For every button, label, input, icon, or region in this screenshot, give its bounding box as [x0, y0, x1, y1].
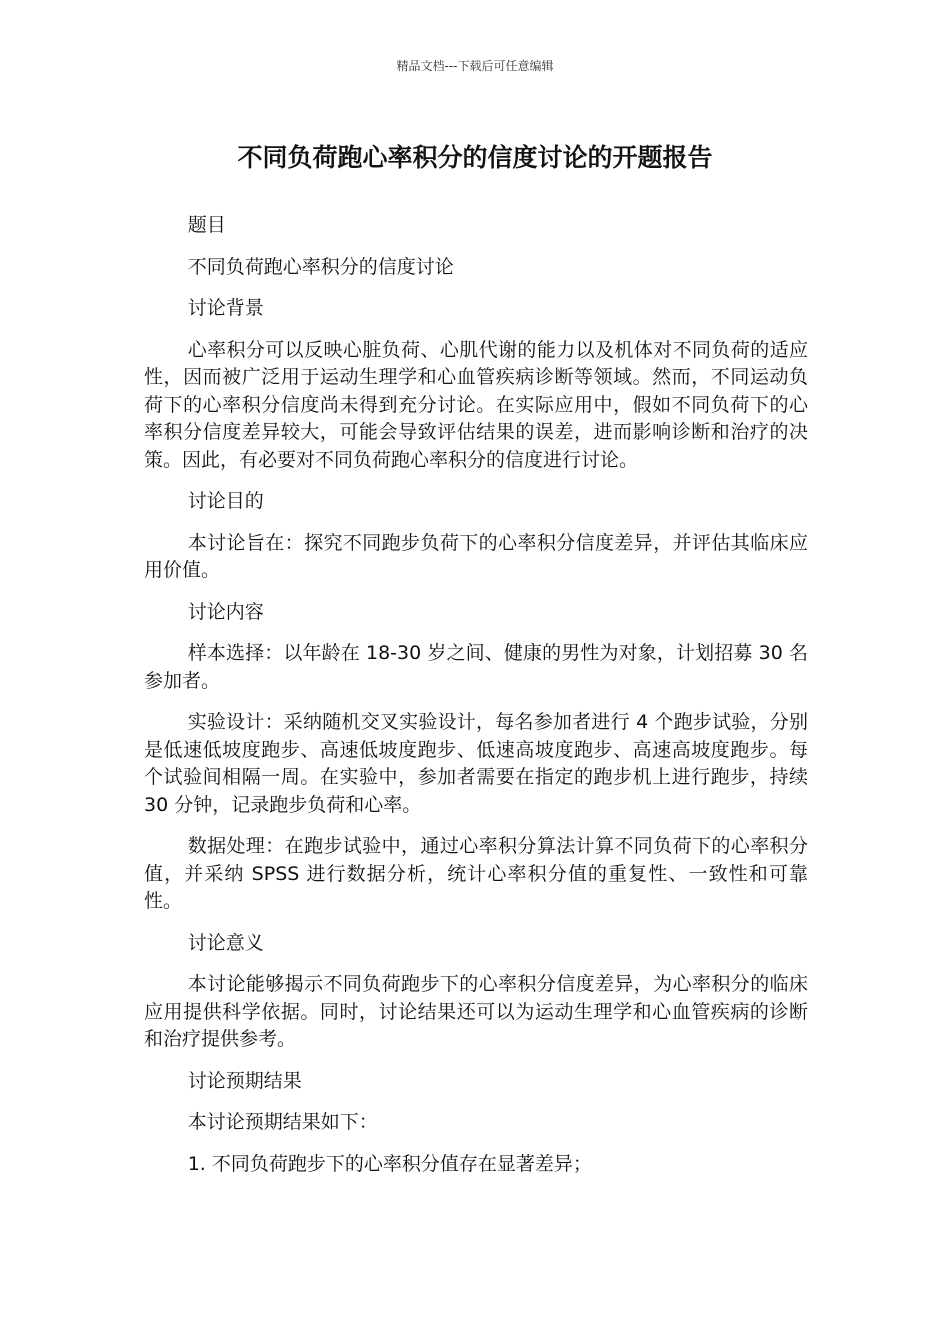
heading-content: 讨论内容 — [187, 600, 264, 623]
expected-results-intro: 本讨论预期结果如下： — [187, 1111, 378, 1133]
heading-purpose: 讨论目的 — [187, 490, 264, 512]
background-paragraph: 心率积分可以反映心脏负荷、心肌代谢的能力以及机体对不同负荷的适应性，因而被广泛用于运动生理学和心血管疾病诊断等领域。然而，不同运动负荷下的心率积分信度尚未得到充分讨论。在实际应用中，假如不同负荷下的心率积分信度差异较大，可能会导致评估结果的误差，进而影响诊断和治疗的决策。因此，有必要对不同负荷跑心率积分的信度进行讨论。 — [144, 338, 808, 471]
data-processing-paragraph: 数据处理：在跑步试验中，通过心率积分算法计算不同负荷下的心率积分值，并采纳 SPSS 进行数据分析，统计心率积分值的重复性、一致性和可靠性。 — [144, 835, 808, 912]
heading-expected-results: 讨论预期结果 — [187, 1069, 302, 1092]
sample-selection-paragraph: 样本选择：以年龄在 18-30 岁之间、健康的男性为对象，计划招募 30 名参加者。 — [144, 642, 808, 692]
document-title: 不同负荷跑心率积分的信度讨论的开题报告 — [237, 143, 713, 172]
heading-background: 讨论背景 — [187, 297, 264, 319]
topic-text: 不同负荷跑心率积分的信度讨论 — [187, 255, 454, 278]
page-header-note: 精品文档---下载后可任意编辑 — [396, 59, 554, 73]
significance-paragraph: 本讨论能够揭示不同负荷跑步下的心率积分信度差异，为心率积分的临床应用提供科学依据。同时，讨论结果还可以为运动生理学和心血管疾病的诊断和治疗提供参考。 — [144, 973, 808, 1050]
document-body — [144, 212, 808, 1192]
experiment-design-paragraph: 实验设计：采纳随机交叉实验设计，每名参加者进行 4 个跑步试验，分别是低速低坡度跑步、高速低坡度跑步、低速高坡度跑步、高速高坡度跑步。每个试验间相隔一周。在实验中，参加者需要在指定的跑步机上进行跑步，持续 30 分钟，记录跑步负荷和心率。 — [144, 711, 808, 816]
heading-significance: 讨论意义 — [187, 931, 264, 954]
expected-result-item-1: 1. 不同负荷跑步下的心率积分值存在显著差异； — [187, 1152, 592, 1175]
heading-topic: 题目 — [187, 214, 226, 236]
purpose-paragraph: 本讨论旨在：探究不同跑步负荷下的心率积分信度差异，并评估其临床应用价值。 — [144, 531, 808, 581]
